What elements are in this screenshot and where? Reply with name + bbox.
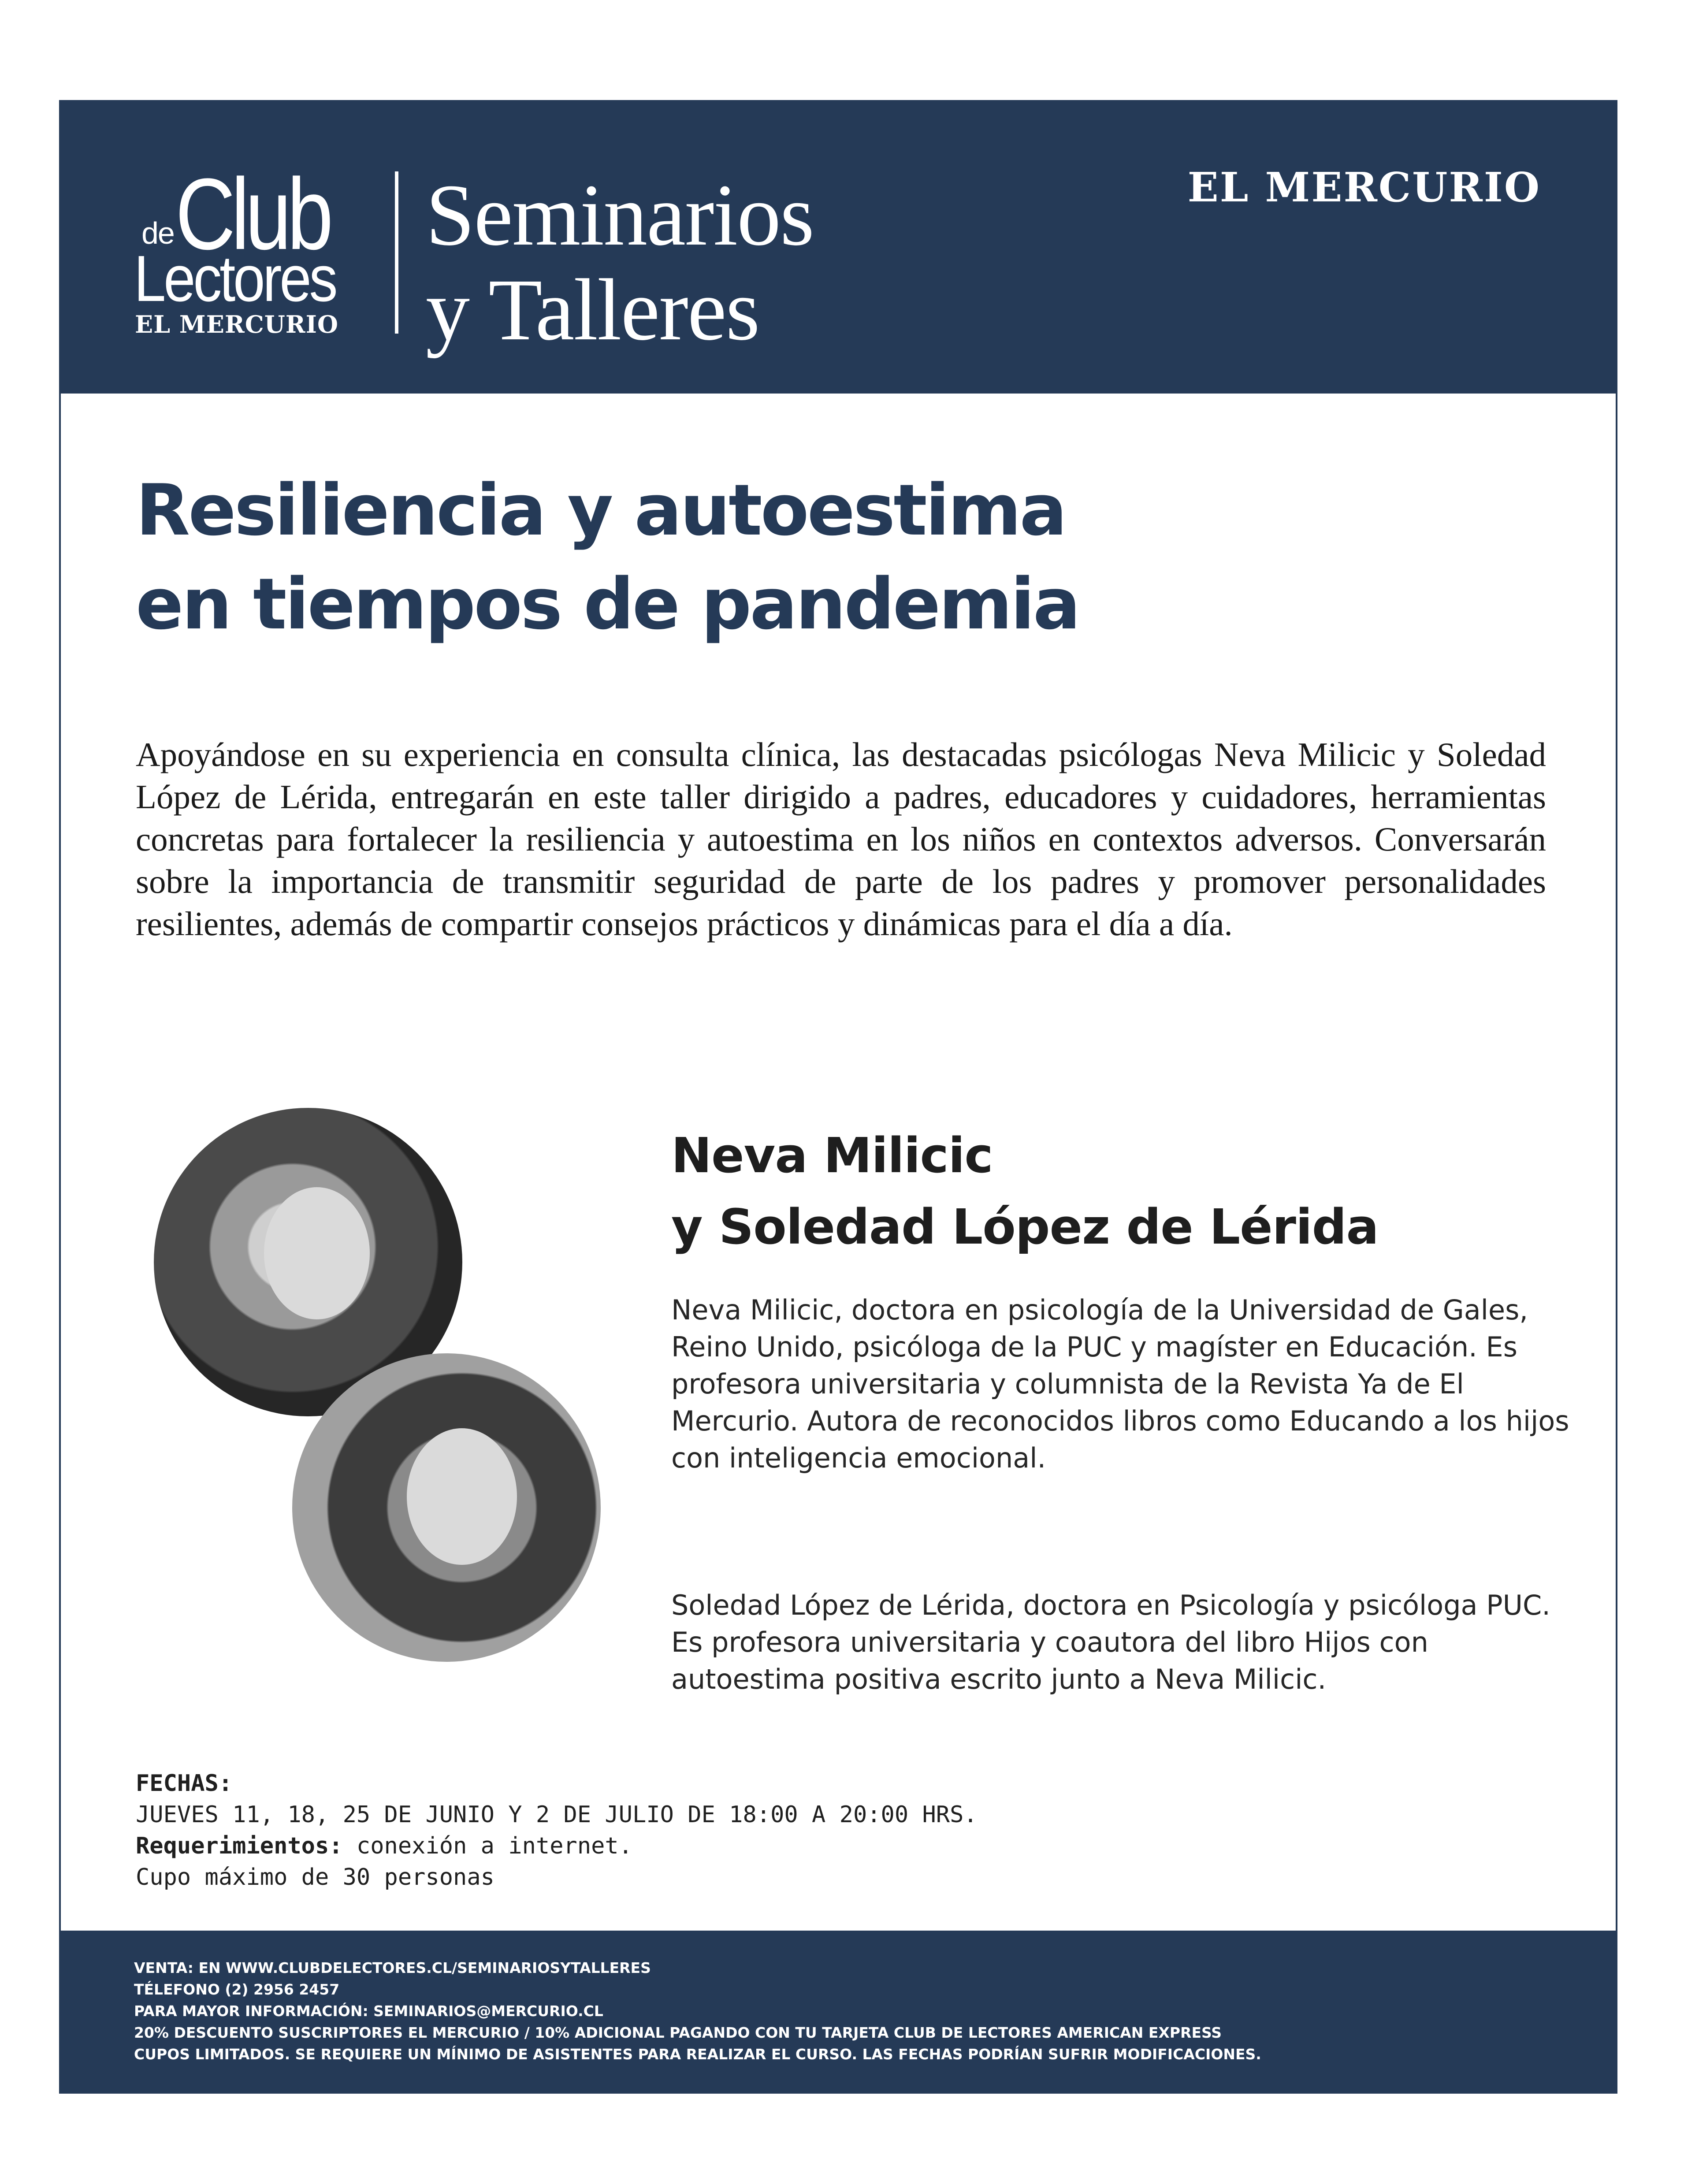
requirements-line: [136, 1831, 978, 1862]
speaker-photo-soledad-lopez: [292, 1353, 601, 1662]
footer-banner: [61, 1931, 1616, 2092]
page-title: [136, 463, 1282, 651]
dates-label: FECHAS:: [136, 1770, 233, 1797]
publisher-name: EL MERCURIO: [1187, 163, 1541, 211]
speakers-heading: [671, 1120, 1379, 1263]
intro-paragraph: Apoyándose en su experiencia en consulta clínica, las destacadas psicólogas Neva Milicic y Soledad López de Lérida, entregarán en este taller dirigido a padres, educadores y cuidadores, herramientas concretas para fortalecer la resiliencia y autoestima en los niños en contextos adversos. Conversarán sobre la importancia de transmitir seguridad de parte de los padres y promover personalidades resilientes, además de compartir consejos prácticos y dinámicas para el día a día.: [136, 735, 1546, 943]
header-banner: [61, 102, 1616, 394]
title-line1: Resiliencia y autoestima: [136, 469, 1066, 551]
portrait-face: [264, 1187, 370, 1319]
requirements-label: Requerimientos:: [136, 1833, 343, 1859]
footer-text: [134, 1957, 1261, 2065]
bio-neva-milicic: Neva Milicic, doctora en psicología de la Universidad de Gales, Reino Unido, psicóloga de la PUC y magíster en Educación. Es profesora universitaria y columnista de la Revista Ya de El Mercurio. Autora de reconocidos libros como Educando a los hijos con inteligencia emocional.: [671, 1294, 1569, 1474]
section-title: [426, 168, 814, 357]
footer-sales-line: VENTA: EN WWW.CLUBDELECTORES.CL/SEMINARIOSYTALLERES: [134, 1959, 651, 1976]
footer-phone-line: TÉLEFONO (2) 2956 2457: [134, 1981, 340, 1998]
logo-brand: EL MERCURIO: [135, 310, 338, 338]
speakers-line1: Neva Milicic: [671, 1127, 993, 1184]
dates-value: JUEVES 11, 18, 25 DE JUNIO Y 2 DE JULIO DE 18:00 A 20:00 HRS.: [136, 1801, 978, 1828]
section-title-line1: Seminarios: [426, 167, 814, 264]
footer-discount-line: 20% DESCUENTO SUSCRIPTORES EL MERCURIO / 10% ADICIONAL PAGANDO CON TU TARJETA CLUB DE LECTORES AMERICAN EXPRESS: [134, 2024, 1222, 2041]
event-details: [136, 1768, 978, 1893]
logo-de: de: [141, 216, 174, 250]
logo-lectores: Lectores: [134, 242, 336, 315]
speakers-line2: y Soledad López de Lérida: [671, 1199, 1379, 1255]
section-title-line2: y Talleres: [426, 261, 759, 359]
title-line2: en tiempos de pandemia: [136, 563, 1079, 645]
requirements-value: conexión a internet.: [342, 1833, 633, 1859]
logo-club: Club: [175, 157, 329, 271]
event-flyer: [59, 100, 1617, 2094]
footer-disclaimer-line: CUPOS LIMITADOS. SE REQUIERE UN MÍNIMO DE ASISTENTES PARA REALIZAR EL CURSO. LAS FECHAS PODRÍAN SUFRIR MODIFICACIONES.: [134, 2046, 1261, 2063]
portrait-face: [407, 1428, 517, 1565]
bio-soledad-lopez: Soledad López de Lérida, doctora en Psicología y psicóloga PUC. Es profesora universitaria y coautora del libro Hijos con autoestima positiva escrito junto a Neva Milicic.: [671, 1589, 1551, 1695]
capacity-line: Cupo máximo de 30 personas: [136, 1864, 494, 1891]
logo-divider: [395, 171, 398, 334]
footer-info-line: PARA MAYOR INFORMACIÓN: SEMINARIOS@MERCURIO.CL: [134, 2002, 603, 2020]
